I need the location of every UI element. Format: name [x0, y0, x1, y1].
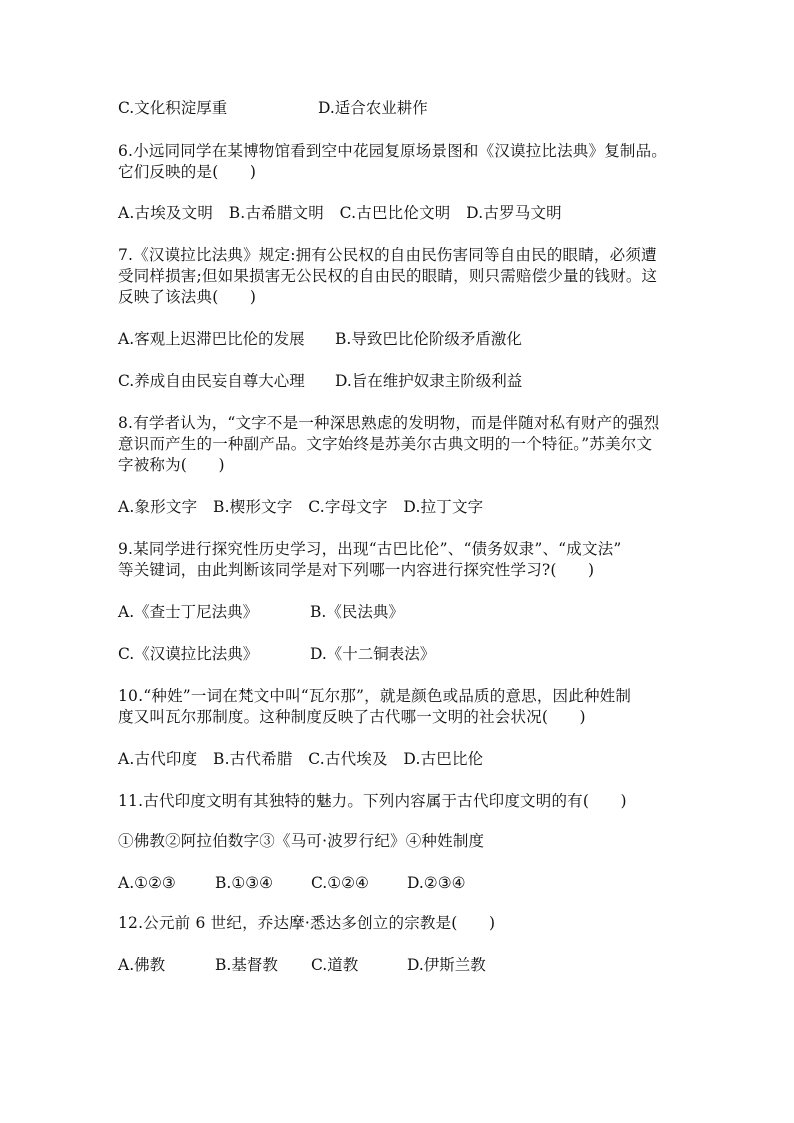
q11-stem-line-1: 11.古代印度文明有其独特的魅力。下列内容属于古代印度文明的有( ): [118, 792, 627, 810]
q11-option-b: B.①③④: [215, 874, 274, 892]
q10-stem-line-2: 度又叫瓦尔那制度。这种制度反映了古代哪一文明的社会状况( ): [118, 708, 586, 726]
q7-option-c: C.养成自由民妄自尊大心理: [118, 372, 305, 390]
q8-stem-line-3: 字被称为( ): [118, 456, 225, 474]
q9-option-a: A.《查士丁尼法典》: [118, 603, 259, 621]
q8-stem-line-2: 意识而产生的一种副产品。文字始终是苏美尔古典文明的一个特征。”苏美尔文: [118, 435, 653, 453]
q7-option-a: A.客观上迟滞巴比伦的发展: [118, 330, 305, 348]
q6-stem-line-2: 它们反映的是( ): [118, 163, 257, 181]
q6-stem-line-1: 6.小远同同学在某博物馆看到空中花园复原场景图和《汉谟拉比法典》复制品。: [118, 142, 667, 160]
q7-option-b: B.导致巴比伦阶级矛盾激化: [335, 330, 522, 348]
q11-option-a: A.①②③: [118, 874, 176, 892]
q7-stem-line-2: 受同样损害;但如果损害无公民权的自由民的眼睛，则只需赔偿少量的钱财。这: [118, 267, 658, 285]
q7-option-d: D.旨在维护奴隶主阶级利益: [335, 372, 523, 390]
q12-stem-line-1: 12.公元前 6 世纪，乔达摩·悉达多创立的宗教是( ): [118, 914, 496, 932]
q11-option-c: C.①②④: [311, 874, 369, 892]
q5-option-c: C.文化积淀厚重: [118, 99, 228, 117]
q9-option-d: D.《十二铜表法》: [310, 645, 436, 663]
q12-option-b: B.基督教: [215, 956, 278, 974]
q12-option-c: C.道教: [311, 956, 359, 974]
q10-stem-line-1: 10.“种姓”一词在梵文中叫“瓦尔那”，就是颜色或品质的意思，因此种姓制: [118, 687, 632, 705]
q9-option-b: B.《民法典》: [310, 603, 404, 621]
q11-items: ①佛教②阿拉伯数字③《马可·波罗行纪》④种姓制度: [118, 832, 485, 850]
q9-stem-line-1: 9.某同学进行探究性历史学习，出现“古巴比伦”、“债务奴隶”、“成文法”: [118, 540, 622, 558]
q8-stem-line-1: 8.有学者认为，“文字不是一种深思熟虑的发明物，而是伴随对私有财产的强烈: [118, 414, 660, 432]
q10-options: A.古代印度 B.古代希腊 C.古代埃及 D.古巴比伦: [118, 750, 484, 768]
q12-option-a: A.佛教: [118, 956, 166, 974]
q7-stem-line-1: 7.《汉谟拉比法典》规定:拥有公民权的自由民伤害同等自由民的眼睛，必须遭: [118, 246, 657, 264]
q5-option-d: D.适合农业耕作: [318, 99, 428, 117]
q9-stem-line-2: 等关键词，由此判断该同学是对下列哪一内容进行探究性学习?( ): [118, 561, 595, 579]
q9-option-c: C.《汉谟拉比法典》: [118, 645, 259, 663]
q12-option-d: D.伊斯兰教: [407, 956, 486, 974]
q11-option-d: D.②③④: [407, 874, 466, 892]
q8-options: A.象形文字 B.楔形文字 C.字母文字 D.拉丁文字: [118, 498, 484, 516]
q6-options: A.古埃及文明 B.古希腊文明 C.古巴比伦文明 D.古罗马文明: [118, 204, 562, 222]
q7-stem-line-3: 反映了该法典( ): [118, 288, 257, 306]
